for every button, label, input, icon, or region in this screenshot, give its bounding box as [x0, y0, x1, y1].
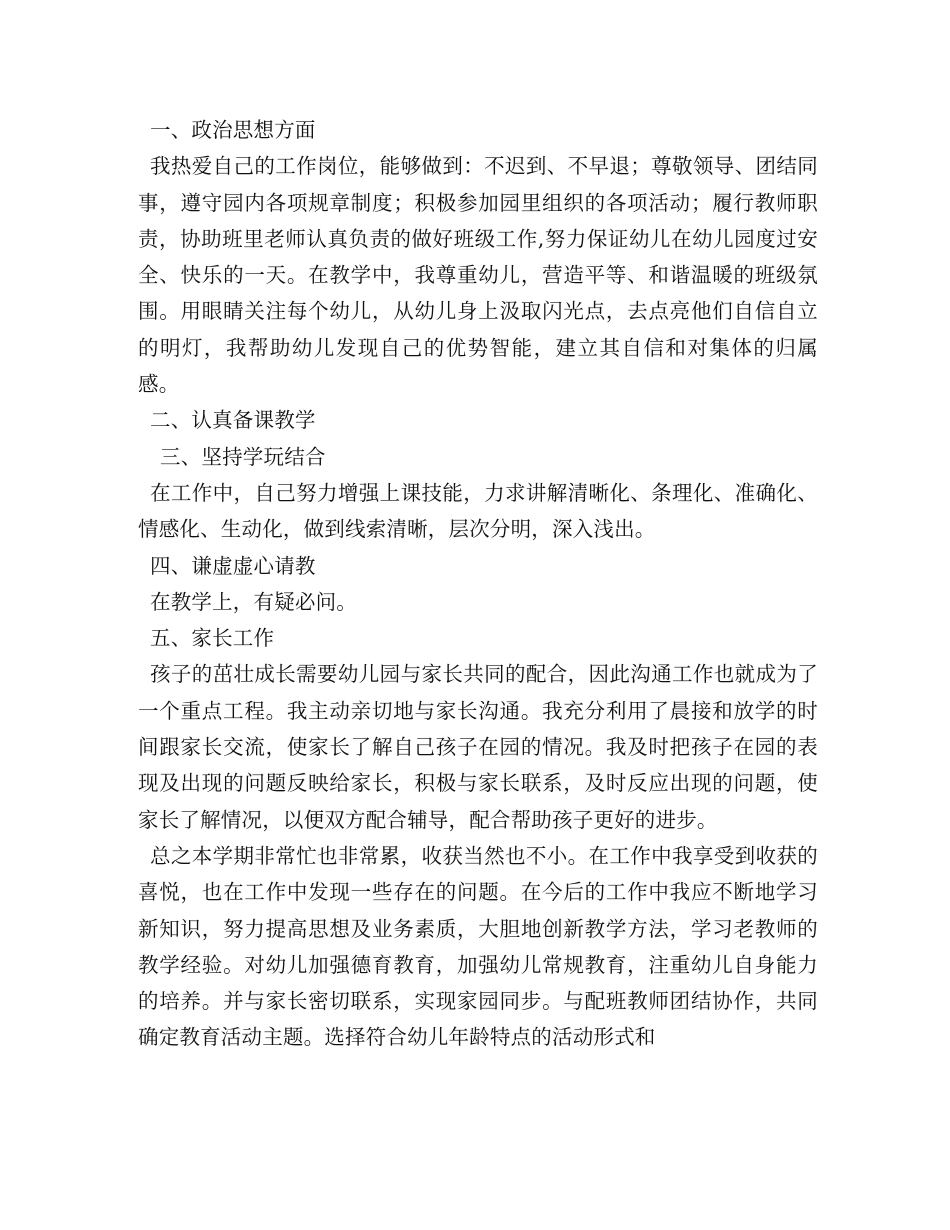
section-heading-2: 二、认真备课教学 — [150, 408, 316, 433]
section-heading-3: 三、坚持学玩结合 — [160, 444, 326, 469]
section-1-paragraph-1: 我热爱自己的工作岗位，能够做到：不迟到、不早退；尊敬领导、团结同事，遵守园内各项规章制度；积极参加园里组织的各项活动；履行教师职责，协助班里老师认真负责的做好班级工作,努力保证幼儿在幼儿园度过安全、快乐的一天。在教学中，我尊重幼儿，营造平等、和谐温暖的班级氛围。用眼睛关注每个幼儿，从幼儿身上汲取闪光点，去点亮他们自信自立的明灯，我帮助幼儿发现自己的优势智能，建立其自信和对集体的归属感。 — [138, 154, 818, 397]
section-heading-1: 一、政治思想方面 — [150, 118, 316, 142]
document-body — [138, 112, 818, 1056]
section-3-paragraph-1: 在工作中，自己努力增强上课技能，力求讲解清晰化、条理化、准确化、情感化、生动化，做到线索清晰，层次分明，深入浅出。 — [138, 480, 818, 542]
section-5-paragraph-1: 孩子的茁壮成长需要幼儿园与家长共同的配合，因此沟通工作也就成为了一个重点工程。我主动亲切地与家长沟通。我充分利用了晨接和放学的时间跟家长交流，使家长了解自己孩子在园的情况。我及时把孩子在园的表现及出现的问题反映给家长，积极与家长联系，及时反应出现的问题，使家长了解情况，以便双方配合辅导，配合帮助孩子更好的进步。 — [138, 662, 818, 832]
section-5-paragraph-2: 总之本学期非常忙也非常累，收获当然也不小。在工作中我享受到收获的喜悦，也在工作中发现一些存在的问题。在今后的工作中我应不断地学习新知识，努力提高思想及业务素质，大胆地创新教学方法，学习老教师的教学经验。对幼儿加强德育教育，加强幼儿常规教育，注重幼儿自身能力的培养。并与家长密切联系，实现家园同步。与配班教师团结协作，共同确定教育活动主题。选择符合幼儿年龄特点的活动形式和 — [138, 843, 818, 1050]
section-heading-5: 五、家长工作 — [150, 626, 275, 651]
section-4-paragraph-1: 在教学上，有疑必问。 — [150, 589, 357, 614]
section-heading-4: 四、谦虚虚心请教 — [150, 553, 316, 578]
